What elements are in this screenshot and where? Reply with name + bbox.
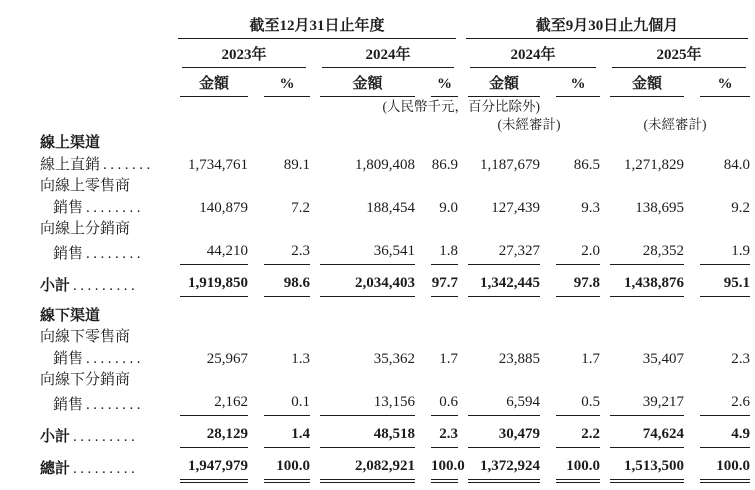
amount-cell: 39,217 — [600, 391, 684, 416]
amount-cell: 2,082,921 — [310, 448, 415, 482]
percent-cell: 95.1 — [684, 265, 750, 297]
section-label: 線下渠道 — [40, 308, 101, 324]
dot-leader: ........ — [86, 246, 145, 262]
row-label-cell — [40, 219, 750, 240]
period-group-title: 截至9月30日止九個月 — [466, 8, 748, 39]
year-header-row — [40, 39, 750, 68]
currency-note-row — [40, 97, 750, 115]
amount-cell: 138,695 — [635, 200, 685, 216]
amount-cell: 1,809,408 — [355, 157, 415, 173]
period-group-cell — [458, 8, 750, 39]
amount-cell: 23,885 — [498, 351, 541, 367]
dot-leader: ........ — [86, 200, 145, 216]
year-label: 2024年 — [470, 39, 596, 68]
wrap-label-row — [40, 176, 750, 197]
section-row-online — [40, 133, 750, 154]
percent-header: % — [556, 72, 600, 97]
percent-header-cell — [684, 68, 750, 97]
table-row — [40, 391, 750, 416]
amount-cell: 1,734,761 — [188, 157, 248, 173]
row-label-cell — [40, 448, 170, 482]
row-label-cell — [40, 240, 170, 265]
amount-cell: 48,518 — [310, 416, 415, 448]
unaudited-note-row — [40, 115, 750, 133]
percent-cell: 2.3 — [731, 351, 751, 367]
percent-header-cell — [248, 68, 310, 97]
table-row — [40, 240, 750, 265]
amount-cell: 1,947,979 — [170, 448, 248, 482]
dot-leader: ....... — [103, 157, 154, 173]
row-label-cell — [40, 265, 170, 297]
percent-cell: 2.6 — [684, 391, 750, 416]
row-label: 線上直銷 — [40, 157, 101, 173]
percent-cell: 97.7 — [415, 265, 458, 297]
amount-cell: 1,919,850 — [170, 265, 248, 297]
amount-cell: 1,342,445 — [458, 265, 540, 297]
dot-leader: ......... — [73, 429, 139, 445]
document-page — [0, 8, 755, 490]
dot-leader: ......... — [73, 461, 139, 477]
amount-header: 金額 — [610, 68, 684, 97]
row-label-cell — [40, 327, 750, 348]
unaudited-note-cell — [458, 115, 600, 133]
revenue-by-channel-table — [40, 8, 750, 482]
row-label-cell — [40, 391, 170, 416]
row-label: 向線下分銷商 — [40, 372, 131, 388]
total-row — [40, 448, 750, 482]
percent-cell: 4.9 — [684, 416, 750, 448]
row-label: 向線下零售商 — [40, 329, 131, 345]
amount-cell: 1,271,829 — [624, 157, 685, 173]
amount-cell: 28,129 — [170, 416, 248, 448]
amount-cell: 140,879 — [199, 200, 248, 216]
amount-cell: 1,438,876 — [600, 265, 684, 297]
amount-cell: 2,162 — [170, 391, 248, 416]
row-label-cell — [40, 348, 170, 370]
table-row — [40, 348, 750, 370]
percent-cell: 1.7 — [439, 351, 459, 367]
amount-cell: 1,187,679 — [480, 157, 541, 173]
percent-header: % — [431, 72, 458, 97]
percent-cell: 0.1 — [248, 391, 310, 416]
row-label: 銷售 — [53, 397, 84, 413]
year-label: 2025年 — [612, 39, 746, 68]
row-label: 向線上零售商 — [40, 178, 131, 194]
year-cell — [458, 39, 600, 68]
year-label: 2023年 — [182, 39, 306, 68]
header-spacer — [40, 39, 170, 68]
row-label-cell — [40, 154, 170, 176]
row-label-cell — [40, 416, 170, 448]
currency-note-cell — [248, 97, 540, 115]
wrap-label-row — [40, 370, 750, 391]
unaudited-note-cell — [600, 115, 750, 133]
amount-cell: 44,210 — [170, 240, 248, 265]
amount-header-cell — [458, 68, 540, 97]
percent-cell: 7.2 — [291, 200, 310, 216]
percent-cell: 1.4 — [248, 416, 310, 448]
unaudited-note: (未經審計) — [643, 117, 707, 132]
percent-header-cell — [415, 68, 458, 97]
amount-header: 金額 — [180, 68, 248, 97]
percent-cell: 1.9 — [684, 240, 750, 265]
unaudited-note: (未經審計) — [497, 117, 561, 132]
percent-cell: 1.8 — [415, 240, 458, 265]
percent-cell: 0.6 — [415, 391, 458, 416]
percent-cell: 89.1 — [283, 157, 310, 173]
percent-cell: 9.2 — [731, 200, 751, 216]
header-spacer — [40, 8, 170, 39]
amount-header-cell — [310, 68, 415, 97]
table-row — [40, 197, 750, 219]
percent-cell: 86.5 — [573, 157, 601, 173]
amount-cell: 13,156 — [310, 391, 415, 416]
amount-cell: 36,541 — [310, 240, 415, 265]
amount-cell: 6,594 — [458, 391, 540, 416]
dot-leader: ........ — [86, 351, 145, 367]
subtotal-row — [40, 265, 750, 297]
percent-cell: 2.2 — [540, 416, 600, 448]
header-spacer — [40, 68, 170, 97]
amount-cell: 127,439 — [491, 200, 541, 216]
amount-cell: 25,967 — [206, 351, 248, 367]
subtotal-row — [40, 416, 750, 448]
row-label-cell — [40, 197, 170, 219]
period-group-cell — [170, 8, 458, 39]
row-label-cell — [40, 370, 750, 391]
percent-cell: 100.0 — [248, 448, 310, 482]
percent-cell: 1.3 — [291, 351, 310, 367]
table-row — [40, 154, 750, 176]
amount-cell: 30,479 — [458, 416, 540, 448]
row-label: 總計 — [40, 461, 71, 477]
amount-cell: 35,407 — [642, 351, 685, 367]
section-row-offline — [40, 297, 750, 327]
section-label: 線上渠道 — [40, 135, 101, 151]
percent-cell: 100.0 — [415, 448, 458, 482]
percent-cell: 1.7 — [581, 351, 601, 367]
percent-header-cell — [540, 68, 600, 97]
row-label: 小計 — [40, 278, 71, 294]
period-group-row — [40, 8, 750, 39]
percent-cell: 9.0 — [439, 200, 459, 216]
percent-cell: 9.3 — [581, 200, 601, 216]
amount-cell: 1,372,924 — [458, 448, 540, 482]
year-cell — [310, 39, 458, 68]
amount-cell: 28,352 — [600, 240, 684, 265]
percent-cell: 100.0 — [540, 448, 600, 482]
amount-cell: 2,034,403 — [310, 265, 415, 297]
wrap-label-row — [40, 327, 750, 348]
section-label-cell — [40, 133, 750, 154]
year-cell — [170, 39, 310, 68]
percent-cell: 2.3 — [415, 416, 458, 448]
currency-note: (人民幣千元，百分比除外) — [382, 99, 541, 114]
amount-header-cell — [600, 68, 684, 97]
wrap-label-row — [40, 219, 750, 240]
row-label: 向線上分銷商 — [40, 221, 131, 237]
year-label: 2024年 — [322, 39, 454, 68]
percent-header: % — [264, 72, 310, 97]
percent-cell: 0.5 — [540, 391, 600, 416]
percent-cell: 100.0 — [684, 448, 750, 482]
amount-cell: 74,624 — [600, 416, 684, 448]
percent-cell: 98.6 — [248, 265, 310, 297]
percent-cell: 84.0 — [723, 157, 751, 173]
dot-leader: ......... — [73, 278, 139, 294]
percent-cell: 2.3 — [248, 240, 310, 265]
amount-header: 金額 — [320, 68, 415, 97]
dot-leader: ........ — [86, 397, 145, 413]
amount-cell: 27,327 — [458, 240, 540, 265]
amount-cell: 35,362 — [373, 351, 415, 367]
percent-cell: 86.9 — [431, 157, 459, 173]
percent-header: % — [700, 72, 750, 97]
amount-cell: 1,513,500 — [600, 448, 684, 482]
amount-cell: 188,454 — [366, 200, 415, 216]
section-label-cell — [40, 297, 750, 327]
amount-header: 金額 — [468, 68, 540, 97]
row-label-cell — [40, 176, 750, 197]
row-label: 小計 — [40, 429, 71, 445]
percent-cell: 97.8 — [540, 265, 600, 297]
amount-header-cell — [170, 68, 248, 97]
row-label: 銷售 — [53, 351, 84, 367]
period-group-title: 截至12月31日止年度 — [178, 8, 456, 39]
percent-cell: 2.0 — [540, 240, 600, 265]
row-label: 銷售 — [53, 200, 84, 216]
row-label: 銷售 — [53, 246, 84, 262]
year-cell — [600, 39, 750, 68]
column-header-row — [40, 68, 750, 97]
